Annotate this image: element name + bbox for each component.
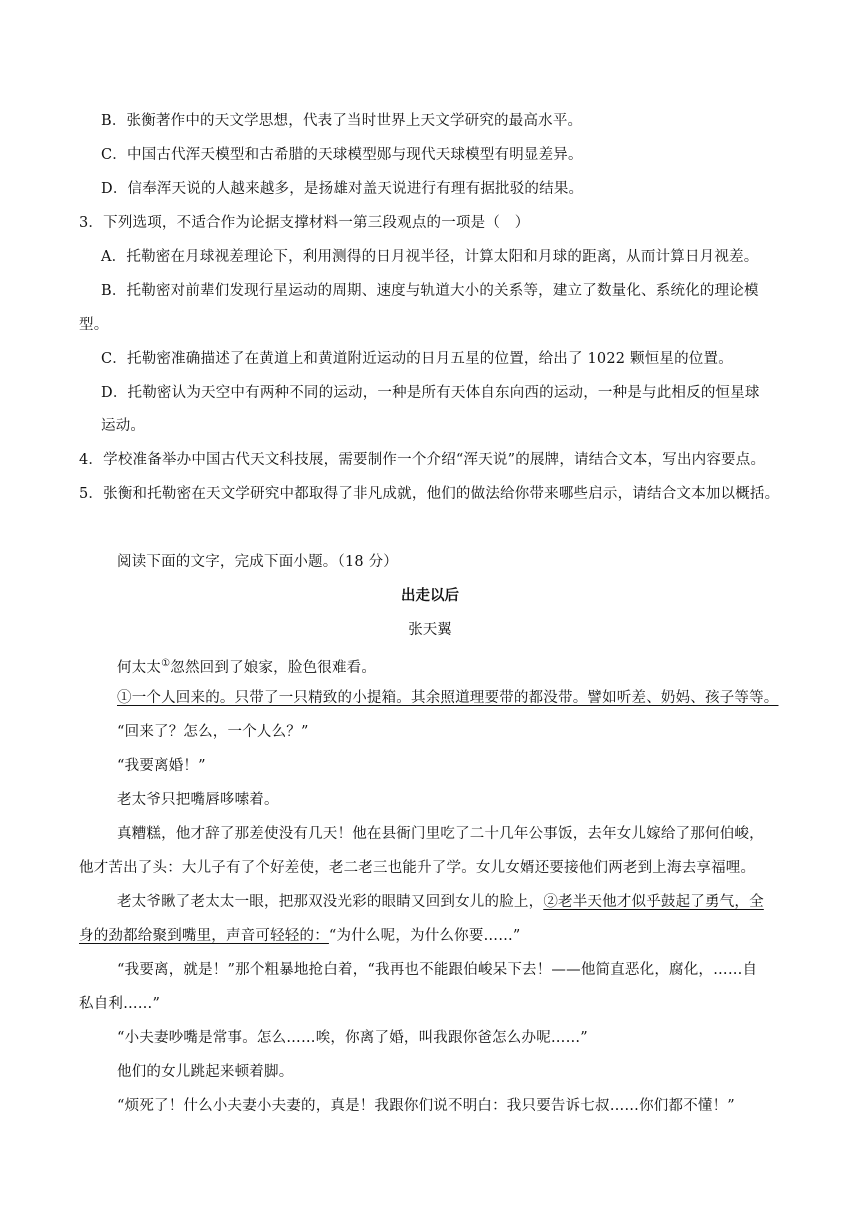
q3-option-b-line2: 型。	[79, 317, 109, 333]
paragraph-7-line2	[79, 926, 521, 946]
p1-after: 忽然回到了娘家，脸色很难看。	[170, 659, 377, 676]
q3-option-a: A．托勒密在月球视差理论下，利用测得的日月视半径，计算太阳和月球的距离，从而计算日月视差。	[101, 249, 759, 265]
q3-option-c: C．托勒密准确描述了在黄道上和黄道附近运动的日月五星的位置，给出了 1022 颗恒星的位置。	[101, 351, 733, 367]
q3-option-b-line1: B．托勒密对前辈们发现行星运动的周期、速度与轨道大小的关系等，建立了数量化、系统化的理论模	[101, 283, 759, 299]
paragraph-2-underlined: ①一个人回来的。只带了一只精致的小提箱。其余照道理要带的都没带。譬如听差、奶妈、孩子等等。	[117, 690, 779, 706]
q2-option-d: D．信奉浑天说的人越来越多，是扬雄对盖天说进行有理有据批驳的结果。	[101, 181, 584, 197]
paragraph-8-line1: “我要离，就是！”那个粗暴地抢白着，“我再也不能跟伯峻呆下去！——他简直恶化，腐化，……自	[117, 962, 758, 978]
p7-quote: “为什么呢，为什么你要……”	[328, 928, 521, 944]
q2-option-c: C．中国古代浑天模型和古希腊的天球模型郧与现代天球模型有明显差异。	[101, 147, 583, 163]
paragraph-10: 他们的女儿跳起来顿着脚。	[117, 1064, 294, 1080]
p1-before: 何太太	[117, 659, 162, 676]
p7-plain: 老太爷瞅了老太太一眼，把那双没光彩的眼睛又回到女儿的脸上，	[117, 894, 544, 910]
passage-instruction: 阅读下面的文字，完成下面小题。（18 分）	[117, 554, 399, 570]
q3-option-d-line2: 运动。	[101, 418, 146, 434]
q4-text: 4．学校准备举办中国古代天文科技展，需要制作一个介绍“浑天说”的展牌，请结合文本，写出内容要点。	[79, 452, 766, 468]
paragraph-6-line1: 真糟糕，他才辞了那差使没有几天！他在县衙门里吃了二十几年公事饭，去年女儿嫁给了那何伯峻，	[117, 826, 764, 842]
q3-stem: 3．下列选项，不适合作为论据支撑材料一第三段观点的一项是（ ）	[79, 215, 530, 231]
paragraph-9: “小夫妻吵嘴是常事。怎么……唉，你离了婚，叫我跟你爸怎么办呢……”	[117, 1030, 588, 1046]
paragraph-6-line2: 他才苦出了头：大儿子有了个好差使，老二老三也能升了学。女儿女婿还要接他们两老到上海去享福哩。	[79, 860, 756, 876]
p7-underlined-start: ②老半天他才似乎鼓起了勇气，全	[543, 894, 764, 910]
paragraph-7-line1	[117, 892, 764, 912]
paragraph-4: “我要离婚！”	[117, 758, 206, 774]
paragraph-1	[117, 654, 376, 678]
q2-option-b: B．张衡著作中的天文学思想，代表了当时世界上天文学研究的最高水平。	[101, 113, 583, 129]
paragraph-8-line2: 私自利……”	[79, 996, 161, 1012]
q5-text: 5．张衡和托勒密在天文学研究中都取得了非凡成就，他们的做法给你带来哪些启示，请结合文本加以概括。	[79, 486, 780, 502]
passage-author: 张天翼	[408, 622, 452, 638]
passage-title: 出走以后	[401, 587, 459, 604]
paragraph-3: “回来了？怎么，一个人么？”	[117, 724, 309, 740]
paragraph-5: 老太爷只把嘴唇哆嗦着。	[117, 792, 279, 808]
paragraph-11: “烦死了！什么小夫妻小夫妻的，真是！我跟你们说不明白：我只要告诉七叔……你们都不懂！”	[117, 1098, 735, 1114]
p7-underlined-end: 身的劲都给聚到嘴里，声音可轻轻的：	[79, 928, 329, 944]
footnote-mark: ①	[161, 658, 171, 669]
q3-option-d-line1: D．托勒密认为天空中有两种不同的运动，一种是所有天体自东向西的运动，一种是与此相反的恒星球	[101, 385, 760, 401]
